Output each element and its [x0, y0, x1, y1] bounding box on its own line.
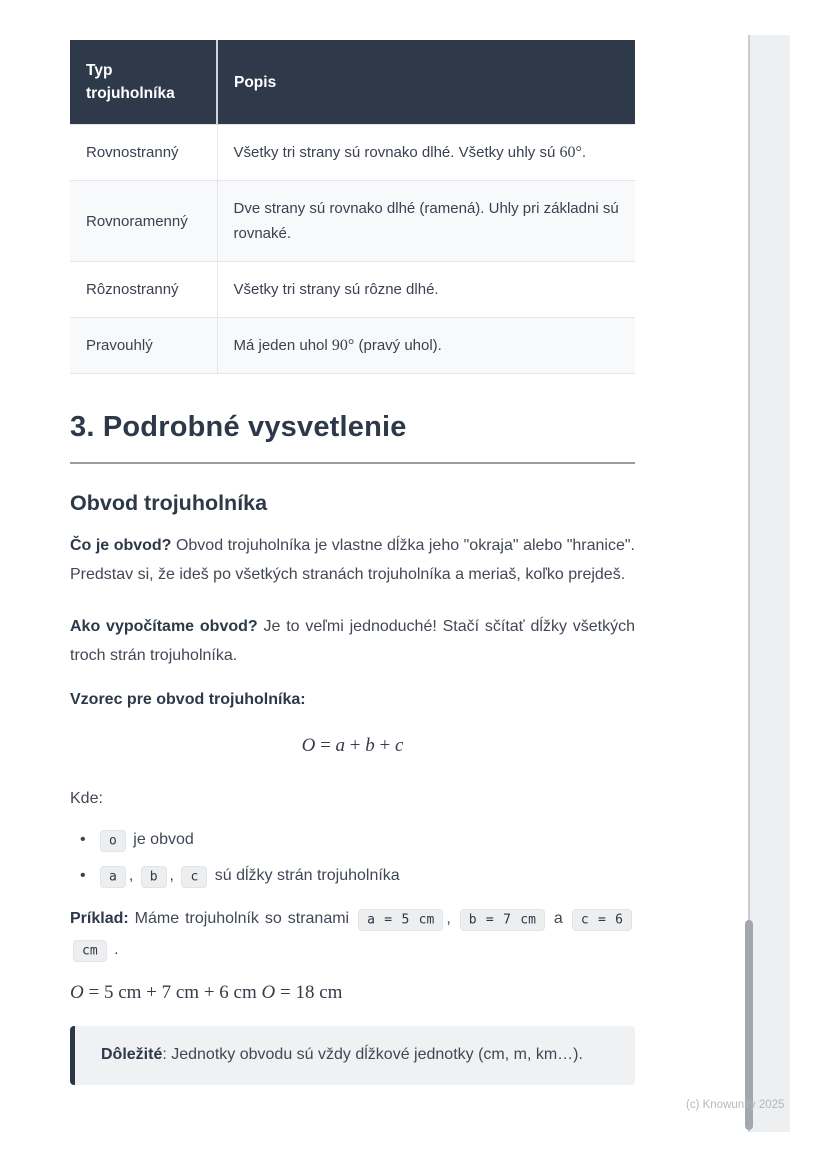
desc-text: Má jeden uhol: [233, 337, 332, 354]
code-badge: o: [100, 830, 126, 852]
code-badge: cm: [73, 940, 107, 962]
math-var: O: [261, 982, 276, 1003]
list-item: [80, 863, 635, 890]
math-var: O: [70, 982, 84, 1003]
bold-lead: Ako vypočítame obvod?: [70, 618, 258, 635]
bold-lead: Príklad:: [70, 910, 129, 927]
list-item: [80, 827, 635, 854]
bold-lead: Vzorec pre obvod trojuholníka:: [70, 691, 306, 708]
note-text: : Jednotky obvodu sú vždy dĺžkové jednotky (cm, m, km…).: [162, 1046, 583, 1063]
formula-op: +: [345, 734, 366, 756]
desc-text-end: (pravý uhol).: [354, 337, 442, 354]
desc-text: Dve strany sú rovnako dlhé (ramená). Uhly pri základni sú rovnaké.: [233, 200, 619, 242]
paragraph-text: Obvod trojuholníka je vlastne dĺžka jeho "okraja" alebo "hranice". Predstav si, že ideš po všetkých stranách trojuholníka a meriaš, koľko prejdeš.: [70, 537, 635, 583]
list-item-text: je obvod: [133, 831, 194, 848]
important-note-box: [70, 1026, 635, 1085]
code-badge: b: [141, 866, 167, 888]
desc-math: 90°: [331, 337, 355, 354]
table-header-row: [70, 40, 635, 125]
formula-label: [70, 686, 635, 715]
paragraph-what-is-perimeter: [70, 532, 635, 589]
math-text: = 5 cm + 7 cm + 6 cm: [83, 982, 262, 1003]
paragraph-text: Máme trojuholník so stranami: [128, 910, 356, 927]
code-badge: c: [181, 866, 207, 888]
separator: ,: [128, 867, 138, 884]
paragraph-text: Je to veľmi jednoduché! Stačí sčítať dĺžky všetkých troch strán trojuholníka.: [70, 618, 636, 664]
table-header-typ: Typ trojuholníka: [70, 40, 217, 125]
section-divider: [70, 462, 635, 464]
document-content: [70, 40, 635, 1085]
triangle-type-cell: Pravouhlý: [70, 318, 217, 374]
separator: ,: [169, 867, 179, 884]
bold-lead: Čo je obvod?: [70, 537, 172, 554]
section-heading: 3. Podrobné vysvetlenie: [70, 411, 407, 443]
code-badge: b = 7 cm: [460, 909, 545, 931]
table-row: [70, 181, 635, 262]
triangle-desc-cell: [217, 262, 635, 318]
example-paragraph: [70, 904, 635, 966]
separator: ,: [446, 910, 457, 927]
formula-var: b: [365, 734, 375, 756]
desc-text-end: .: [581, 144, 587, 161]
conjunction: a: [547, 910, 569, 927]
example-math-line: [70, 982, 635, 1004]
scrollbar-track[interactable]: [748, 35, 790, 1132]
table-row: [70, 125, 635, 181]
watermark: (c) Knowunity 2025: [686, 1099, 785, 1111]
triangle-desc-cell: [217, 125, 635, 181]
formula-var: c: [394, 734, 404, 756]
triangle-type-cell: Rovnoramenný: [70, 181, 217, 262]
triangle-type-cell: Rovnostranný: [70, 125, 217, 181]
where-list: [70, 827, 635, 890]
math-text: = 18 cm: [275, 982, 343, 1003]
note-bold-lead: Dôležité: [101, 1046, 163, 1063]
paragraph-text: .: [109, 941, 119, 958]
formula-var: O: [301, 734, 316, 756]
table-row: [70, 262, 635, 318]
desc-text: Všetky tri strany sú rôzne dlhé.: [233, 281, 439, 298]
list-item-text: sú dĺžky strán trojuholníka: [214, 867, 400, 884]
triangle-type-cell: Rôznostranný: [70, 262, 217, 318]
table-row: [70, 318, 635, 374]
formula-op: +: [374, 734, 395, 756]
code-badge: a = 5 cm: [358, 909, 443, 931]
triangle-desc-cell: [217, 318, 635, 374]
triangle-types-table: [70, 40, 635, 374]
paragraph-how-to-compute: [70, 613, 635, 670]
formula-op: =: [315, 734, 336, 756]
desc-math: 60°: [559, 144, 582, 161]
formula-var: a: [335, 734, 346, 756]
triangle-desc-cell: [217, 181, 635, 262]
perimeter-formula: [70, 735, 635, 757]
code-badge: c = 6: [572, 909, 632, 931]
subsection-heading: Obvod trojuholníka: [70, 491, 268, 515]
where-label: Kde:: [70, 789, 103, 807]
desc-text: Všetky tri strany sú rovnako dlhé. Všetky uhly sú: [233, 144, 560, 161]
code-badge: a: [100, 866, 126, 888]
table-header-popis: Popis: [217, 40, 635, 125]
